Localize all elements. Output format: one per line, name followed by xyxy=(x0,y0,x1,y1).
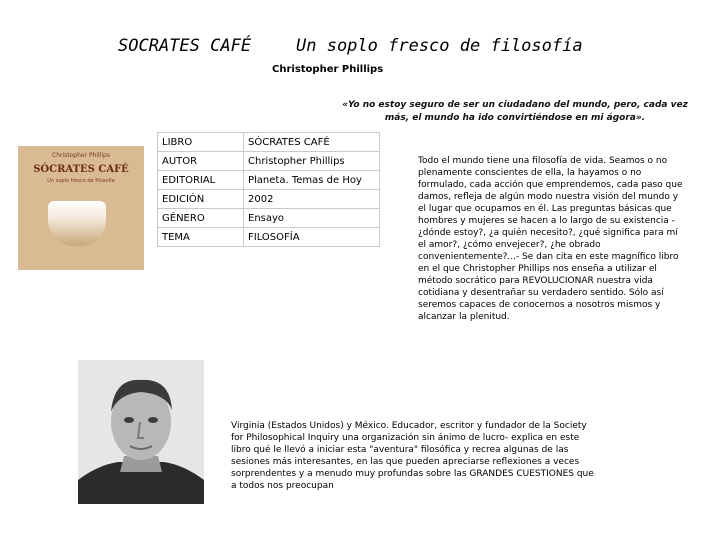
row-value: SÓCRATES CAFÉ xyxy=(244,133,380,152)
author-bio: Virginia (Estados Unidos) y México. Educador, escritor y fundador de la Society for Philosophical Inquiry una organización sin ánimo de lucro- explica en este libro qué le llevó a iniciar esta "aventura" filosófica y recrea algunas de las sesiones más interesantes, en las que pueden apreciarse reflexiones a veces sorprendentes y a menudo muy profundas sobre las GRANDES CUESTIONES que a todos nos preocupan xyxy=(231,421,594,491)
row-value: FILOSOFÍA xyxy=(244,228,380,247)
table-row xyxy=(158,209,380,228)
row-value: 2002 xyxy=(244,190,380,209)
row-key: TEMA xyxy=(158,228,244,247)
book-cover-image xyxy=(18,146,144,270)
author-name: Christopher Phillips xyxy=(272,64,384,75)
book-description: Todo el mundo tiene una filosofía de vida. Seamos o no plenamente conscientes de ella, la hayamos o no formulado, cada acción que emprendemos, cada paso que damos, refleja de algún modo nuestra visión del mundo y el lugar que ocupamos en él. Las preguntas básicas que hombres y mujeres se hacen a lo largo de su existencia - ¿dónde estoy?, ¿a quién necesito?, ¿qué significa para mí el amor?, ¿cómo envejecer?, ¿he obrado convenientemente?...- Se dan cita en este magnífico libro en el que Christopher Phillips nos enseña a utilizar el método socrático para REVOLUCIONAR nuestra vida cotidiana y desentrañar su verdadero sentido. Sólo así seremos capaces de conocernos a nosotros mismos y alcanzar la plenitud. xyxy=(418,156,683,322)
author-photo xyxy=(78,360,204,504)
cover-author: Christopher Phillips xyxy=(52,152,110,159)
row-value: Christopher Phillips xyxy=(244,152,380,171)
row-value: Ensayo xyxy=(244,209,380,228)
cover-title: SÓCRATES CAFÉ xyxy=(33,164,129,175)
row-key: EDITORIAL xyxy=(158,171,244,190)
table-row xyxy=(158,152,380,171)
coffee-cup-illustration xyxy=(48,201,106,246)
row-value: Planeta. Temas de Hoy xyxy=(244,171,380,190)
table-row xyxy=(158,171,380,190)
book-title: SOCRATES CAFÉ xyxy=(118,36,252,56)
table-row xyxy=(158,133,380,152)
row-key: AUTOR xyxy=(158,152,244,171)
row-key: LIBRO xyxy=(158,133,244,152)
book-info-table xyxy=(157,132,380,247)
cover-subtitle: Un soplo fresco de filosofía xyxy=(47,178,115,184)
book-subtitle: Un soplo fresco de filosofía xyxy=(296,36,583,56)
row-key: GÉNERO xyxy=(158,209,244,228)
quote: «Yo no estoy seguro de ser un ciudadano del mundo, pero, cada vez más, el mundo ha ido convirtiéndose en mi ágora». xyxy=(342,100,688,123)
author-portrait-icon xyxy=(78,360,204,504)
row-key: EDICIÓN xyxy=(158,190,244,209)
table-row xyxy=(158,190,380,209)
table-row xyxy=(158,228,380,247)
